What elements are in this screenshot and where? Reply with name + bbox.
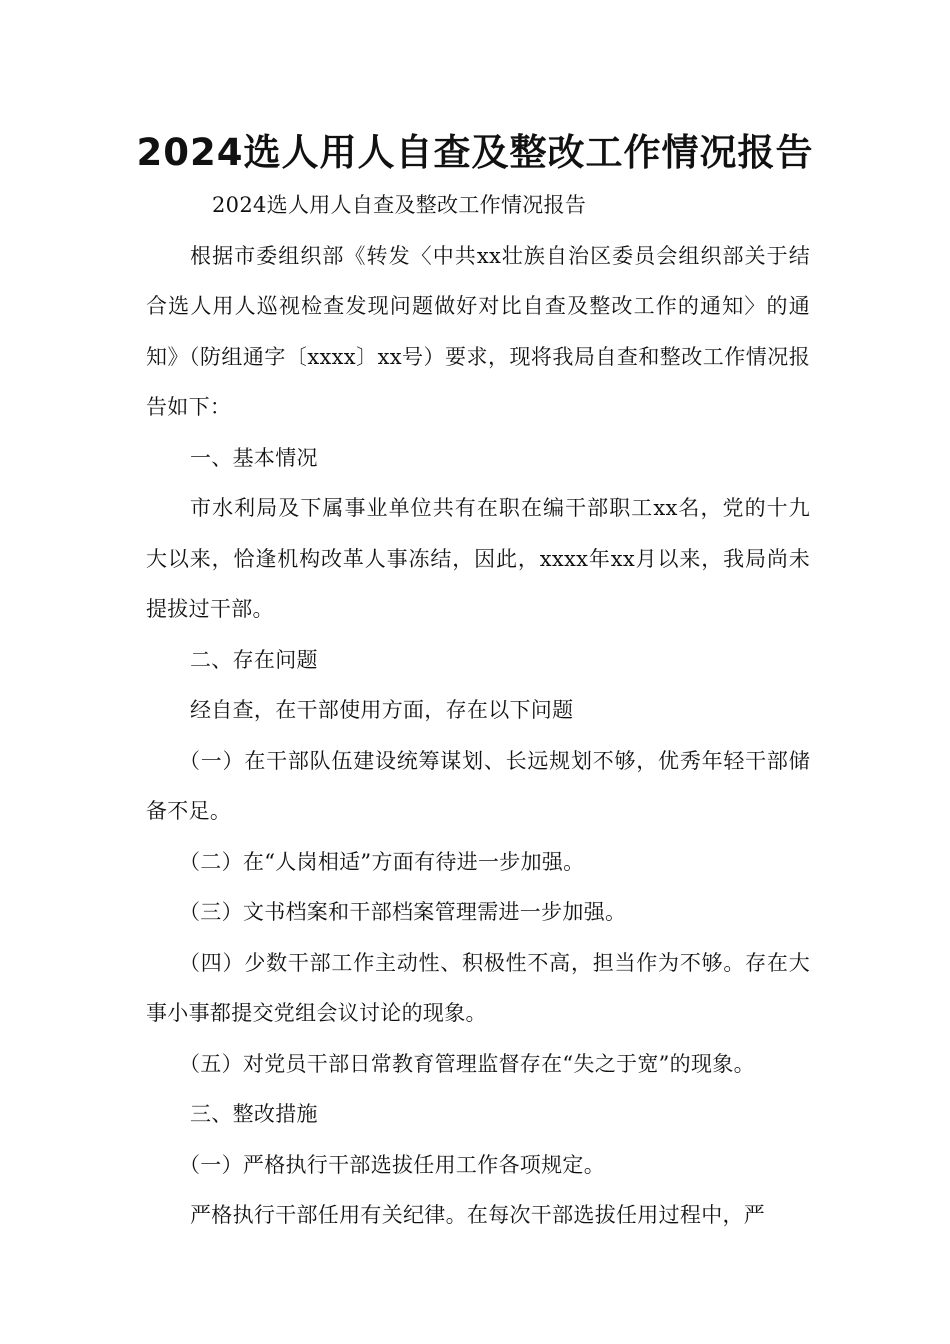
measure-item-1: （一）严格执行干部选拔任用工作各项规定。 — [179, 1152, 605, 1177]
measure-1-body-paragraph: 严格执行干部任用有关纪律。在每次干部选拔任用过程中，严 — [190, 1203, 766, 1227]
problem-item-3: （三）文书档案和干部档案管理需进一步加强。 — [179, 900, 627, 924]
section-heading-measures: 三、整改措施 — [190, 1102, 318, 1126]
intro-paragraph: 根据市委组织部《转发〈中共xx壮族自治区委员会组织部关于结合选人用人巡视检查发现问题做好对比自查及整改工作的通知〉的通知》（防组通字〔xxxx〕xx号）要求，现将我局自查和整改工作情况报告如下： — [146, 243, 810, 419]
problem-item-4: （四）少数干部工作主动性、积极性不高，担当作为不够。存在大事小事都提交党组会议讨论的现象。 — [146, 950, 810, 1025]
problems-lead-paragraph: 经自查，在干部使用方面，存在以下问题 — [190, 698, 574, 722]
section-heading-problems: 二、存在问题 — [190, 647, 318, 672]
document-title: 2024选人用人自查及整改工作情况报告 — [136, 131, 814, 174]
problem-item-2: （二）在“人岗相适”方面有待进一步加强。 — [179, 849, 585, 874]
basic-situation-paragraph: 市水利局及下属事业单位共有在职在编干部职工xx名，党的十九大以来，恰逢机构改革人事冻结，因此，xxxx年xx月以来，我局尚未提拔过干部。 — [146, 496, 810, 621]
document-subtitle: 2024选人用人自查及整改工作情况报告 — [212, 193, 587, 217]
problem-item-5: （五）对党员干部日常教育管理监督存在“失之于宽”的现象。 — [179, 1051, 755, 1076]
problem-item-1: （一）在干部队伍建设统筹谋划、长远规划不够，优秀年轻干部储备不足。 — [146, 748, 810, 823]
section-heading-basic: 一、基本情况 — [190, 445, 318, 470]
document-body — [146, 180, 810, 1241]
